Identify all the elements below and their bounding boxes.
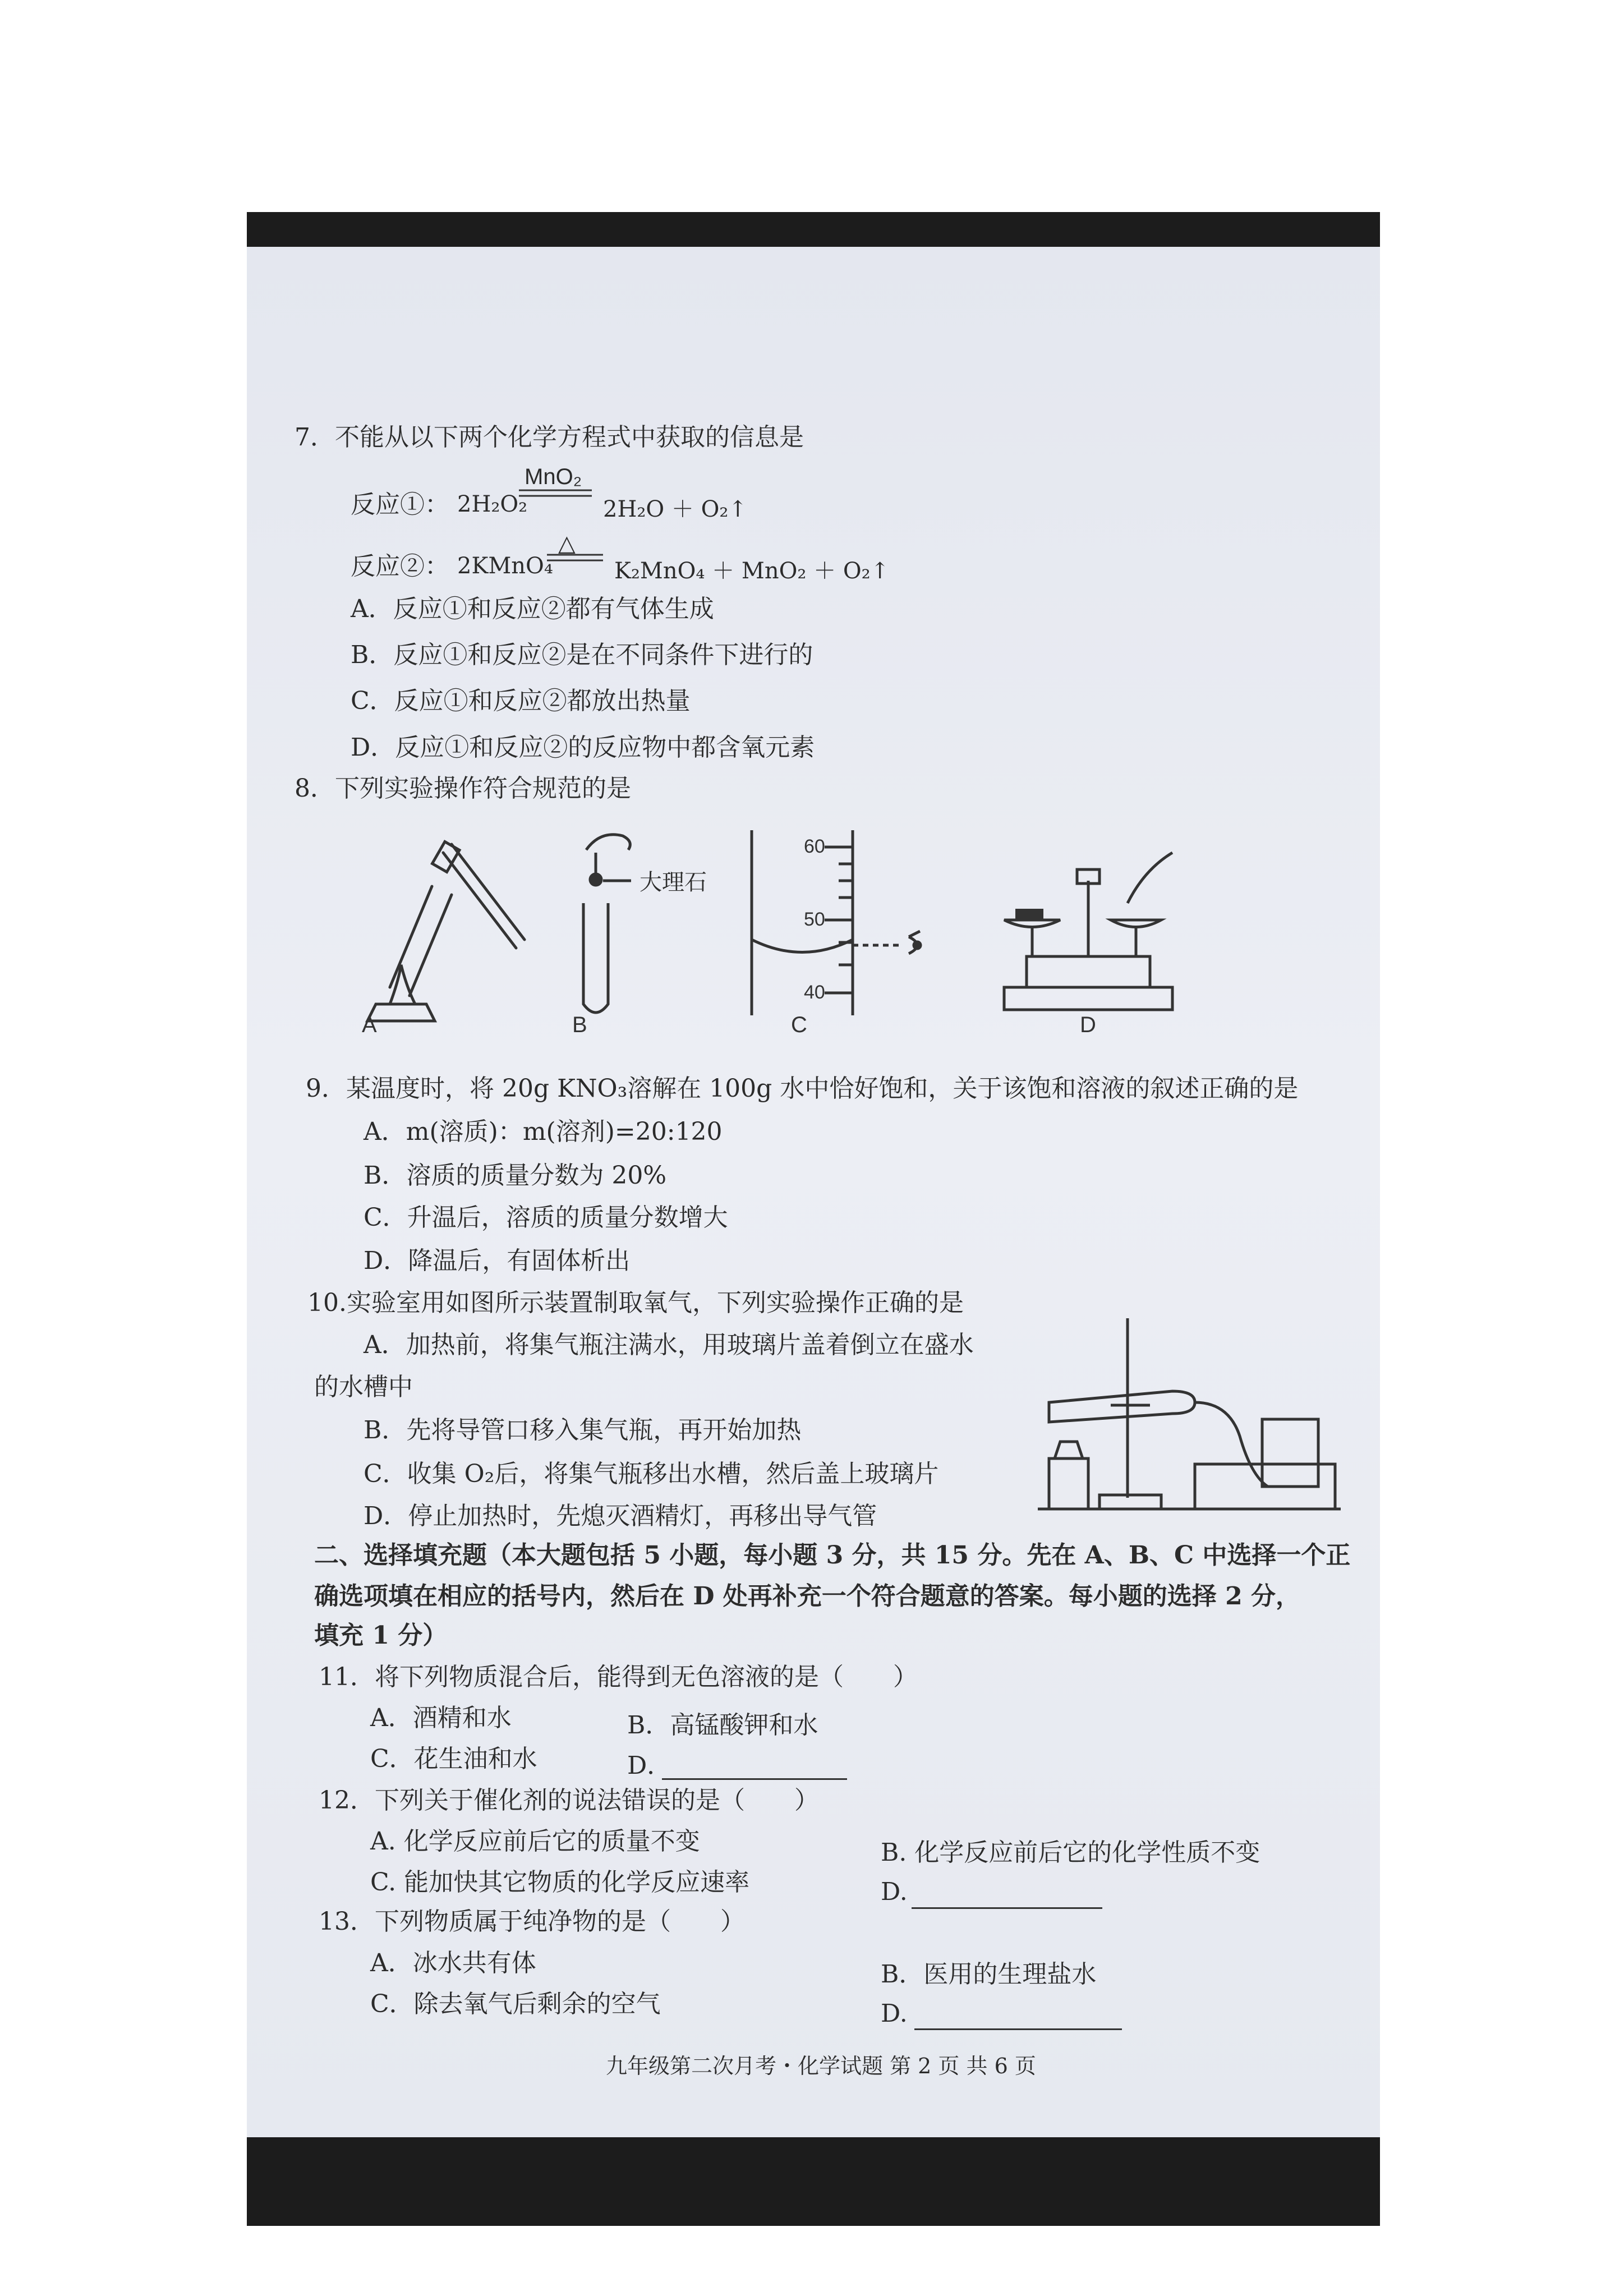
q7-option-c: C．反应①和反应②都放出热量 [351, 687, 691, 715]
q8-figure-c-graduated-cylinder [740, 830, 942, 1037]
q11-option-c: C．花生油和水 [370, 1745, 537, 1773]
q8-stem: 8．下列实验操作符合规范的是 [295, 774, 631, 803]
q8-marble-label: 大理石 [640, 869, 707, 895]
q7-reaction1-equals-sign [519, 488, 592, 499]
q7-reaction1-products: 2H₂O ＋ O₂↑ [603, 496, 747, 522]
q8-label-a: A [362, 1013, 377, 1037]
q8-figure-a-heating-tube [337, 819, 539, 1037]
q13-option-b: B．医用的生理盐水 [881, 1960, 1097, 1989]
q8-label-b: B [572, 1013, 587, 1037]
q8-tick-60: 60 [804, 836, 825, 857]
q12-option-b: B. 化学反应前后它的化学性质不变 [881, 1838, 1260, 1867]
q13-option-a: A．冰水共有体 [370, 1949, 536, 1977]
q13-answer-blank [914, 2028, 1122, 2030]
q8-tick-40: 40 [804, 982, 825, 1003]
q8-figure-b-marble-test-tube [561, 819, 729, 1037]
q9-option-d: D．降温后，有固体析出 [364, 1246, 631, 1275]
q12-option-c: C. 能加快其它物质的化学反应速率 [370, 1868, 750, 1897]
q7-reaction2-products: K₂MnO₄ ＋ MnO₂ ＋ O₂↑ [614, 558, 890, 584]
q13-option-d: D. [881, 1999, 908, 2028]
q13-option-c: C．除去氧气后剩余的空气 [370, 1990, 661, 2018]
q12-stem: 12．下列关于催化剂的说法错误的是（ ） [319, 1786, 819, 1815]
q10-option-c: C．收集 O₂后，将集气瓶移出水槽，然后盖上玻璃片 [364, 1460, 939, 1488]
q7-reaction1-condition: MnO₂ [525, 464, 582, 489]
q8-tick-50: 50 [804, 909, 825, 930]
q9-option-a: A．m(溶质)：m(溶剂)=20:120 [364, 1117, 723, 1146]
section-2-heading-line1: 二、选择填充题（本大题包括 5 小题，每小题 3 分，共 15 分。先在 A、B、C 中选择一个正 [314, 1541, 1351, 1570]
q12-option-d: D. [881, 1878, 908, 1906]
page-footer: 九年级第二次月考・化学试题 第 2 页 共 6 页 [606, 2054, 1036, 2078]
q9-option-c: C．升温后，溶质的质量分数增大 [364, 1203, 728, 1232]
q9-option-b: B．溶质的质量分数为 20% [364, 1161, 667, 1190]
q7-option-a: A．反应①和反应②都有气体生成 [351, 595, 714, 623]
section-2-heading-line2: 确选项填在相应的括号内，然后在 D 处再补充一个符合题意的答案。每小题的选择 2 分， [314, 1582, 1301, 1611]
q10-oxygen-apparatus-figure [1038, 1307, 1352, 1520]
q12-option-a: A. 化学反应前后它的质量不变 [370, 1827, 700, 1856]
q10-option-a-line1: A．加热前，将集气瓶注满水，用玻璃片盖着倒立在盛水 [364, 1331, 974, 1359]
q11-stem: 11．将下列物质混合后，能得到无色溶液的是（ ） [319, 1663, 918, 1691]
q9-stem: 9．某温度时，将 20g KNO₃溶解在 100g 水中恰好饱和，关于该饱和溶液的叙述正确的是 [306, 1074, 1299, 1103]
q7-reaction1-reactant: 2H₂O₂ [457, 491, 528, 517]
q11-option-d: D． [627, 1751, 672, 1780]
q7-reaction2-equals-sign [547, 553, 603, 564]
q11-option-a: A．酒精和水 [370, 1704, 512, 1732]
section-2-heading-line3: 填充 1 分） [314, 1621, 448, 1650]
q7-reaction2-label: 反应②： [351, 552, 449, 581]
q7-reaction1-label: 反应①： [351, 490, 449, 519]
q7-option-b: B．反应①和反应②是在不同条件下进行的 [351, 641, 813, 669]
q7-option-d: D．反应①和反应②的反应物中都含氧元素 [351, 733, 815, 762]
q11-option-b: B．高锰酸钾和水 [627, 1711, 818, 1740]
q13-stem: 13．下列物质属于纯净物的是（ ） [319, 1907, 745, 1936]
q10-option-d: D．停止加热时，先熄灭酒精灯，再移出导气管 [364, 1502, 877, 1530]
q11-answer-blank [662, 1778, 847, 1780]
q7-reaction2-condition: △ [558, 531, 576, 556]
q10-stem: 10.实验室用如图所示装置制取氧气，下列实验操作正确的是 [307, 1289, 964, 1317]
q12-answer-blank [912, 1907, 1102, 1909]
q7-reaction2-reactant: 2KMnO₄ [457, 553, 553, 579]
q10-option-a-line2: 的水槽中 [314, 1373, 413, 1401]
q8-figure-d-balance [993, 836, 1195, 1038]
q8-label-d: D [1080, 1013, 1096, 1037]
q10-option-b: B．先将导管口移入集气瓶，再开始加热 [364, 1416, 802, 1444]
q7-stem: 7．不能从以下两个化学方程式中获取的信息是 [295, 423, 804, 452]
q8-label-c: C [791, 1013, 807, 1037]
